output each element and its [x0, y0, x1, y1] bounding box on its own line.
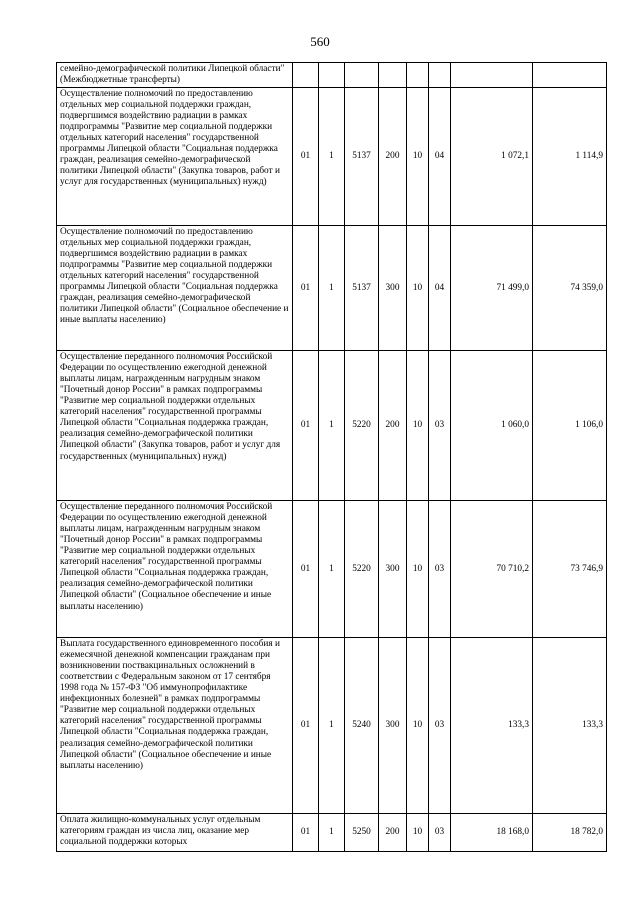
table-row [57, 814, 607, 852]
table-row [57, 63, 607, 88]
table-row [57, 351, 607, 501]
subsection-code: 03 [429, 501, 451, 638]
expense-type-code: 200 [379, 814, 407, 852]
amount-year-1: 133,3 [451, 638, 533, 814]
subsection-code: 04 [429, 226, 451, 351]
table-row [57, 226, 607, 351]
section-code: 10 [407, 226, 429, 351]
amount-year-2 [533, 63, 607, 88]
subsection-code: 03 [429, 351, 451, 501]
amount-year-2: 1 106,0 [533, 351, 607, 501]
subprogram-code: 1 [319, 638, 345, 814]
row-description: Осуществление полномочий по предоставлению отдельных мер социальной поддержки граждан, подвергшимся воздействию радиации в рамках подпрограммы "Развитие мер социальной поддержки отдельных категорий населения" государственной программы Липецкой области "Социальная поддержка граждан, реализация семейно-демографической политики Липецкой области" (Социальное обеспечение и иные выплаты населению) [57, 226, 293, 351]
amount-year-1: 1 072,1 [451, 88, 533, 226]
amount-year-2: 18 782,0 [533, 814, 607, 852]
section-code: 10 [407, 88, 429, 226]
amount-year-1: 1 060,0 [451, 351, 533, 501]
program-code: 01 [293, 814, 319, 852]
section-code: 10 [407, 351, 429, 501]
row-description: Осуществление переданного полномочия Российской Федерации по осуществлению ежегодной денежной выплаты лицам, награжденным нагрудным знаком "Почетный донор России" в рамках подпрограммы "Развитие мер социальной поддержки отдельных категорий населения" государственной программы Липецкой области "Социальная поддержка граждан, реализация семейно-демографической политики Липецкой области" (Социальное обеспечение и иные выплаты населению) [57, 501, 293, 638]
target-article-code: 5250 [345, 814, 379, 852]
page-number: 560 [310, 34, 330, 49]
amount-year-2: 133,3 [533, 638, 607, 814]
table-row [57, 501, 607, 638]
target-article-code: 5220 [345, 351, 379, 501]
target-article-code: 5137 [345, 88, 379, 226]
expense-type-code [379, 63, 407, 88]
subprogram-code: 1 [319, 88, 345, 226]
section-code: 10 [407, 638, 429, 814]
row-description: Оплата жилищно-коммунальных услуг отдельным категориям граждан из числа лиц, оказание мер социальной поддержки которых [57, 814, 293, 852]
subsection-code: 04 [429, 88, 451, 226]
amount-year-2: 74 359,0 [533, 226, 607, 351]
budget-table [56, 62, 607, 852]
target-article-code: 5137 [345, 226, 379, 351]
row-description: Выплата государственного единовременного пособия и ежемесячной денежной компенсации гражданам при возникновении поствакцинальных осложнений в соответствии с Федеральным законом от 17 сентября 1998 года № 157-ФЗ "Об иммунопрофилактике инфекционных болезней" в рамках подпрограммы "Развитие мер социальной поддержки отдельных категорий населения" государственной программы Липецкой области "Социальная поддержка граждан, реализация семейно-демографической политики Липецкой области" (Социальное обеспечение и иные выплаты населению) [57, 638, 293, 814]
target-article-code [345, 63, 379, 88]
amount-year-1 [451, 63, 533, 88]
amount-year-2: 1 114,9 [533, 88, 607, 226]
expense-type-code: 200 [379, 351, 407, 501]
expense-type-code: 300 [379, 638, 407, 814]
expense-type-code: 200 [379, 88, 407, 226]
row-description: Осуществление полномочий по предоставлению отдельных мер социальной поддержки граждан, подвергшимся воздействию радиации в рамках подпрограммы "Развитие мер социальной поддержки отдельных категорий населения" государственной программы Липецкой области "Социальная поддержка граждан, реализация семейно-демографической политики Липецкой области" (Закупка товаров, работ и услуг для государственных (муниципальных) нужд) [57, 88, 293, 226]
subprogram-code [319, 63, 345, 88]
row-description: Осуществление переданного полномочия Российской Федерации по осуществлению ежегодной денежной выплаты лицам, награжденным нагрудным знаком "Почетный донор России" в рамках подпрограммы "Развитие мер социальной поддержки отдельных категорий населения" государственной программы Липецкой области "Социальная поддержка граждан, реализация семейно-демографической политики Липецкой области" (Закупка товаров, работ и услуг для государственных (муниципальных) нужд) [57, 351, 293, 501]
subsection-code: 03 [429, 638, 451, 814]
section-code: 10 [407, 501, 429, 638]
amount-year-1: 18 168,0 [451, 814, 533, 852]
subsection-code: 03 [429, 814, 451, 852]
expense-type-code: 300 [379, 501, 407, 638]
program-code: 01 [293, 88, 319, 226]
subprogram-code: 1 [319, 351, 345, 501]
expense-type-code: 300 [379, 226, 407, 351]
program-code: 01 [293, 351, 319, 501]
subsection-code [429, 63, 451, 88]
amount-year-1: 70 710,2 [451, 501, 533, 638]
section-code [407, 63, 429, 88]
row-description: семейно-демографической политики Липецкой области" (Межбюджетные трансферты) [57, 63, 293, 88]
subprogram-code: 1 [319, 814, 345, 852]
amount-year-2: 73 746,9 [533, 501, 607, 638]
table-row [57, 88, 607, 226]
section-code: 10 [407, 814, 429, 852]
table-row [57, 638, 607, 814]
program-code [293, 63, 319, 88]
subprogram-code: 1 [319, 501, 345, 638]
program-code: 01 [293, 501, 319, 638]
target-article-code: 5240 [345, 638, 379, 814]
program-code: 01 [293, 226, 319, 351]
target-article-code: 5220 [345, 501, 379, 638]
subprogram-code: 1 [319, 226, 345, 351]
program-code: 01 [293, 638, 319, 814]
amount-year-1: 71 499,0 [451, 226, 533, 351]
